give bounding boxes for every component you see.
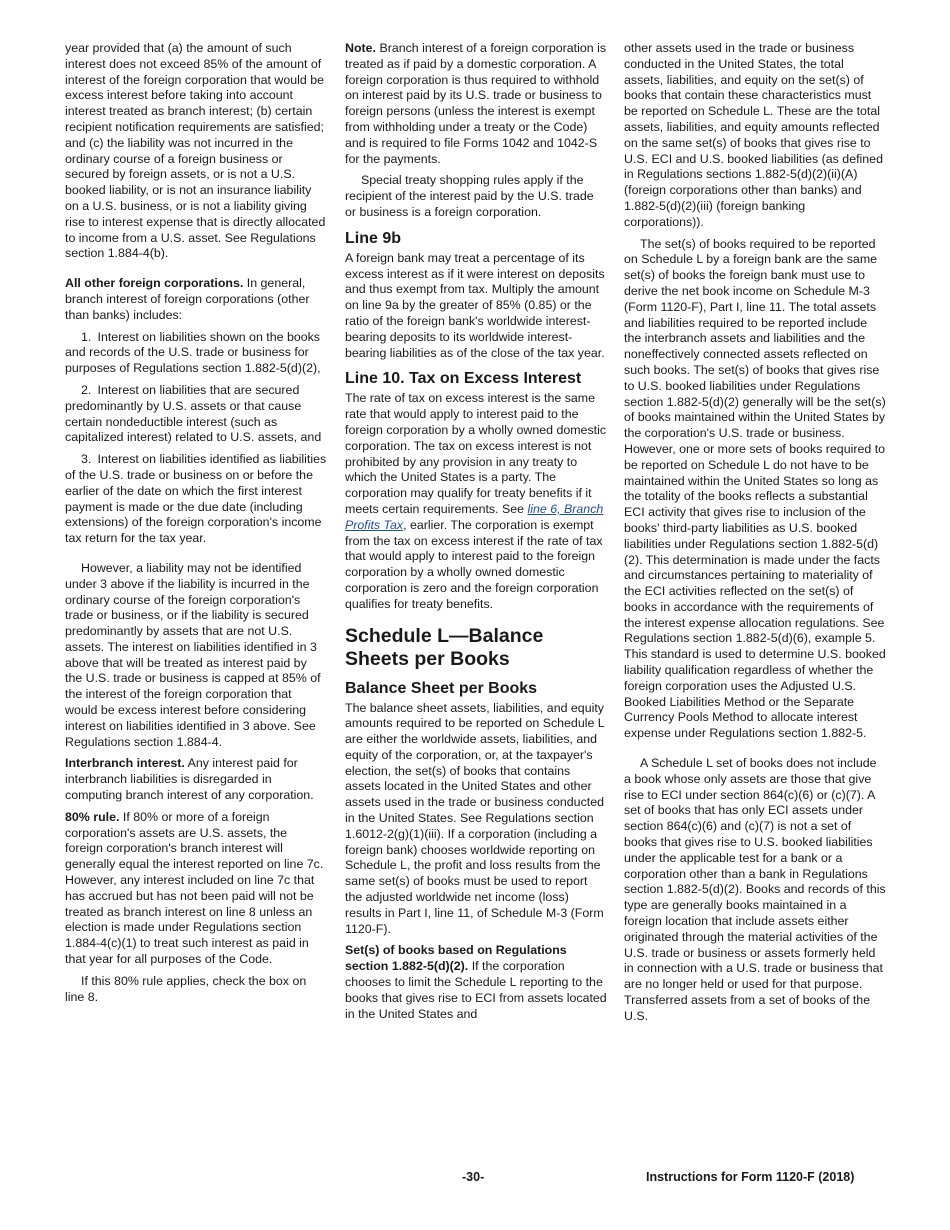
paragraph: If this 80% rule applies, check the box on line 8. [65, 973, 307, 1004]
section-title: Schedule L—Balance Sheets per Books [345, 624, 544, 670]
cross-reference-link[interactable]: line 6, Branch Profits Tax [345, 501, 604, 532]
paragraph: The balance sheet assets, liabilities, and equity amounts required to be reported on Schedule L are either the worldwide assets, liabilities, and equity of the corporation, or, at the taxpayer's election, the set(s) of books that contains assets located in the United States and other assets used in the trade or business conducted in the United States. See Regulations section 1.6012-2(g)(1)(iii). If a corporation (including a foreign bank) chooses worldwide reporting on Schedule L, the profit and loss results from the same set(s) of books must be used to report the adjusted worldwide net income (loss) results in Part I, line 11, of Schedule M-3 (Form 1120-F). [345, 700, 605, 936]
column-left [65, 41, 327, 1005]
run-in-heading: 80% rule. [65, 809, 120, 824]
list-item: 3. Interest on liabilities identified as liabilities of the U.S. trade or business on or before the earlier of the date on which the first interest payment is made or the due date (including extensions) of the foreign corporation's income tax return for the tax year. [65, 452, 327, 546]
list-item: 1. Interest on liabilities shown on the books and records of the U.S. trade or business for purposes of Regulations section 1.882-5(d)(2), [65, 329, 321, 376]
section-heading: Balance Sheet per Books [345, 679, 538, 697]
paragraph: year provided that (a) the amount of such interest does not exceed 85% of the amount of interest of the foreign corporation that would be excess interest before taking into account interest treated as branch interest; (b) certain recipient notification requirements are satisfied; and (c) the liability was not incurred in the ordinary course of a foreign business or secured by foreign assets, or is not a U.S. booked liability, or is not an insurance liability on a U.S. business, or is not a liability giving rise to interest expense that is directly allocated to income from a U.S. asset. See Regulations section 1.884-4(b). [65, 41, 326, 261]
paragraph: other assets used in the trade or business conducted in the United States, the total assets, liabilities, and equity on the set(s) of books that contain these characteristics must be reported on Schedule L. These are the total assets, liabilities, and equity amounts reflected on the same set(s) of books that gives rise to U.S. ECI and U.S. booked liabilities (as defined in Regulations sections 1.882-5(d)(2)(ii)(A) (foreign corporations other than banks) and 1.882-5(d)(2)(iii) (foreign banking corporations)). [624, 41, 883, 229]
section-heading: Line 10. Tax on Excess Interest [345, 370, 582, 388]
paragraph: All other foreign corporations. In general, branch interest of foreign corporations (other than banks) includes: [65, 276, 310, 322]
list-item: 2. Interest on liabilities that are secured predominantly by U.S. assets or that cause certain nondeductible interest (such as capitalized interest) related to U.S. assets, and [65, 382, 322, 445]
paragraph: The set(s) of books required to be reported on Schedule L by a foreign bank are the same set(s) of books the foreign bank must use to derive the net book income on Schedule M-3 (Form 1120-F), Part I, line 11. The total assets and liabilities required to be reported include the interbranch assets and liabilities and the noneffectively connected assets reflected on such books. The set(s) of books that gives rise to U.S. booked liabilities under Regulations section 1.882-5(d)(2) generally will be the set(s) of books maintained within the United States by the corporation's U.S. trade or business. However, one or more sets of books required to be reported on Schedule L do not have to be maintained within the United States so long as the totality of the books reflects a substantial ECI activity that gives rise to inclusion of the books' third-party liabilities as U.S. booked liabilities under Regulations section 1.882-5(d)(2). This determination is made under the facts and circumstances pertaining to materiality of the ECI activities reflected on the set(s) of books in accordance with the requirements of the interest expense allocation regulations. See Regulations section 1.882-5(d)(6), example 5. This standard is used to determine U.S. booked liability qualification regardless of whether the foreign corporation uses the Adjusted U.S. Booked Liabilities Method or the Separate Currency Pools Method to allocate interest expense under Regulations section 1.882-5. [624, 236, 886, 741]
column-right [624, 41, 886, 1025]
run-in-heading: Set(s) of books based on Regulations section 1.882-5(d)(2). [345, 943, 567, 974]
paragraph: Special treaty shopping rules apply if the recipient of the interest paid by the U.S. trade or business is a foreign corporation. [345, 173, 594, 219]
form-title: Instructions for Form 1120-F (2018) [646, 1170, 855, 1184]
paragraph: The rate of tax on excess interest is the same rate that would apply to interest paid to the foreign corporation by a wholly owned domestic corporation. The tax on excess interest is not prohibited by any provision in any treaty to which the United States is a party. The corporation may qualify for treaty benefits if it meets certain requirements. See line 6, Branch Profits Tax, earlier. The corporation is exempt from the tax on excess interest if the rate of tax that would apply to interest paid to the foreign corporation by a wholly owned domestic corporation is zero and the foreign corporation qualifies for treaty benefits. [345, 391, 607, 611]
paragraph: Interbranch interest. Any interest paid for interbranch liabilities is disregarded in computing branch interest of any corporation. [65, 756, 314, 803]
paragraph: Note. Branch interest of a foreign corporation is treated as if paid by a domestic corporation. A foreign corporation is thus required to withhold on interest paid by its U.S. trade or business to foreign persons (unless the interest is exempt from withholding under a treaty or the Code) and is required to file Forms 1042 and 1042-S for the payments. [345, 41, 607, 166]
section-heading: Line 9b [345, 229, 402, 247]
run-in-heading: Interbranch interest. [65, 756, 185, 771]
page-number: -30- [462, 1170, 485, 1184]
run-in-heading: Note. [345, 41, 376, 55]
paragraph: A Schedule L set of books does not include a book whose only assets are those that give rise to ECI under section 864(c)(6) or (c)(7). A set of books that has only ECI assets under section 864(c)(6) and (c)(7) is not a set of books that gives rise to U.S. booked liabilities under the applicable test for a bank or a corporation other than a bank in Regulations section 1.882-5(d)(2). Books and records of this type are generally books maintained in a foreign location that include assets either originated through the material activities of the U.S. trade or business or assets formerly held in connection with a U.S. trade or business that are no longer held or used for that purpose. Transferred assets from a set of books of the U.S. [624, 756, 886, 1023]
paragraph: However, a liability may not be identified under 3 above if the liability is incurred in the ordinary course of the foreign corporation's trade or business, or if the liability is secured predominantly by assets that are not U.S. assets. The interest on liabilities identified in 3 above that will be treated as interest paid by the U.S. trade or business is capped at 85% of the interest of the foreign corporation that would be excess interest before considering interest on liabilities identified in 3 above. See Regulations section 1.884-4. [65, 560, 321, 749]
paragraph: A foreign bank may treat a percentage of its excess interest as if it were interest on deposits and thus exempt from tax. Multiply the amount on line 9a by the greater of 85% (0.85) or the ratio of the foreign bank's worldwide interest-bearing deposits to its worldwide interest-bearing liabilities as of the close of the tax year. [345, 250, 605, 360]
paragraph: 80% rule. If 80% or more of a foreign corporation's assets are U.S. assets, the foreign corporation's branch interest will generally equal the interest reported on line 7c. However, any interest included on line 7c that has accrued but has not been paid will not be treated as branch interest on line 8 unless an election is made under Regulations section 1.884-4(c)(1) to treat such interest as paid in that year for all purposes of the Code. [65, 809, 324, 967]
paragraph: Set(s) of books based on Regulations section 1.882-5(d)(2). If the corporation chooses to limit the Schedule L reporting to the books that gives rise to ECI from assets located in the United States and [345, 943, 607, 1021]
column-middle [345, 41, 607, 1022]
run-in-heading: All other foreign corporations. [65, 276, 244, 291]
